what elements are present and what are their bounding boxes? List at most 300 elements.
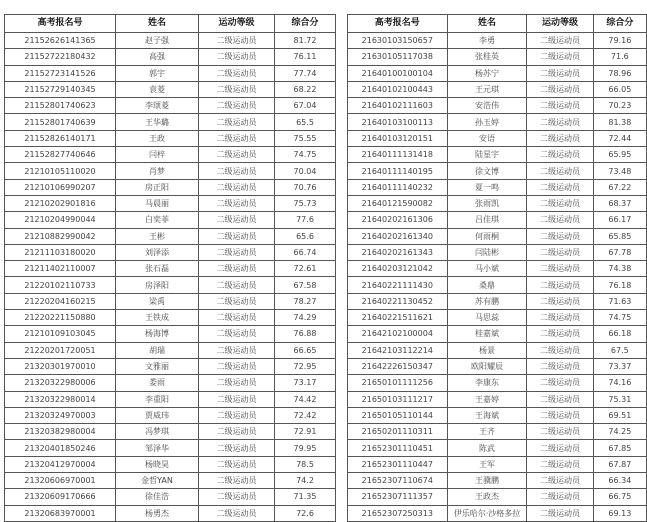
sport-level-cell: 二级运动员 xyxy=(527,375,593,391)
sport-level-cell: 二级运动员 xyxy=(199,489,275,505)
exam-id-cell: 21640111140232 xyxy=(348,179,448,195)
sport-level-cell: 二级运动员 xyxy=(199,473,275,489)
exam-id-cell: 21210109103045 xyxy=(5,326,116,342)
table-row xyxy=(348,342,647,358)
score-cell: 71.6 xyxy=(593,49,646,65)
score-cell: 77.6 xyxy=(275,212,336,228)
score-cell: 68.37 xyxy=(593,195,646,211)
table-row xyxy=(5,49,336,65)
exam-id-cell: 21320609170666 xyxy=(5,489,116,505)
exam-id-cell: 21640221111430 xyxy=(348,277,448,293)
name-cell: 苏有鹏 xyxy=(447,293,527,309)
table-row xyxy=(348,391,647,407)
name-cell: 何雨桐 xyxy=(447,228,527,244)
table-row xyxy=(5,179,336,195)
table-row xyxy=(348,473,647,489)
score-cell: 68.22 xyxy=(275,81,336,97)
score-cell: 69.51 xyxy=(593,407,646,423)
table-row xyxy=(5,473,336,489)
score-cell: 72.61 xyxy=(275,261,336,277)
table-row xyxy=(5,342,336,358)
score-cell: 77.74 xyxy=(275,65,336,81)
score-cell: 72.44 xyxy=(593,130,646,146)
score-cell: 70.76 xyxy=(275,179,336,195)
name-cell: 文雅丽 xyxy=(116,358,199,374)
table-row xyxy=(5,114,336,130)
sport-level-cell: 二级运动员 xyxy=(199,424,275,440)
name-cell: 徐佳浩 xyxy=(116,489,199,505)
table-row xyxy=(5,244,336,260)
table-row xyxy=(5,228,336,244)
sport-level-cell: 二级运动员 xyxy=(199,163,275,179)
exam-id-cell: 21640102100443 xyxy=(348,81,448,97)
header-score: 综合分 xyxy=(275,15,336,33)
sport-level-cell: 二级运动员 xyxy=(199,81,275,97)
name-cell: 王彬 xyxy=(116,228,199,244)
score-cell: 78.5 xyxy=(275,456,336,472)
sport-level-cell: 二级运动员 xyxy=(199,440,275,456)
table-row xyxy=(5,456,336,472)
name-cell: 娄雨 xyxy=(116,375,199,391)
name-cell: 杨景 xyxy=(447,342,527,358)
sport-level-cell: 二级运动员 xyxy=(527,163,593,179)
sport-level-cell: 二级运动员 xyxy=(199,261,275,277)
score-cell: 72.91 xyxy=(275,424,336,440)
sport-level-cell: 二级运动员 xyxy=(527,212,593,228)
table-row xyxy=(348,179,647,195)
name-cell: 袁菱 xyxy=(116,81,199,97)
exam-id-cell: 21640221511621 xyxy=(348,310,448,326)
score-cell: 67.87 xyxy=(593,456,646,472)
score-cell: 76.88 xyxy=(275,326,336,342)
sport-level-cell: 二级运动员 xyxy=(527,179,593,195)
header-sport-level: 运动等级 xyxy=(527,15,593,33)
table-row xyxy=(5,130,336,146)
table-row xyxy=(5,440,336,456)
score-cell: 67.58 xyxy=(275,277,336,293)
table-row xyxy=(348,326,647,342)
name-cell: 杨苏宁 xyxy=(447,65,527,81)
score-cell: 66.75 xyxy=(593,489,646,505)
table-row xyxy=(348,114,647,130)
results-table-left xyxy=(4,14,336,522)
table-row xyxy=(5,489,336,505)
exam-id-cell: 21152626141365 xyxy=(5,33,116,49)
name-cell: 杨晓昊 xyxy=(116,456,199,472)
sport-level-cell: 二级运动员 xyxy=(199,505,275,521)
table-row xyxy=(5,277,336,293)
name-cell: 白奕菲 xyxy=(116,212,199,228)
table-row xyxy=(5,505,336,521)
score-cell: 67.5 xyxy=(593,342,646,358)
score-cell: 67.22 xyxy=(593,179,646,195)
name-cell: 李重阳 xyxy=(116,391,199,407)
sport-level-cell: 二级运动员 xyxy=(527,424,593,440)
score-cell: 66.34 xyxy=(593,473,646,489)
table-row xyxy=(348,293,647,309)
exam-id-cell: 21152826140171 xyxy=(5,130,116,146)
score-cell: 66.17 xyxy=(593,212,646,228)
name-cell: 欧阳耀辰 xyxy=(447,358,527,374)
table-row xyxy=(348,98,647,114)
score-cell: 66.05 xyxy=(593,81,646,97)
sport-level-cell: 二级运动员 xyxy=(199,407,275,423)
exam-id-cell: 21210202901816 xyxy=(5,195,116,211)
name-cell: 安语 xyxy=(447,130,527,146)
sport-level-cell: 二级运动员 xyxy=(527,310,593,326)
name-cell: 徐文博 xyxy=(447,163,527,179)
sport-level-cell: 二级运动员 xyxy=(199,293,275,309)
exam-id-cell: 21650101111256 xyxy=(348,375,448,391)
table-row xyxy=(5,326,336,342)
sport-level-cell: 二级运动员 xyxy=(199,391,275,407)
table-row xyxy=(348,440,647,456)
name-cell: 金哲YAN xyxy=(116,473,199,489)
exam-id-cell: 21320382980004 xyxy=(5,424,116,440)
sport-level-cell: 二级运动员 xyxy=(527,277,593,293)
name-cell: 李康东 xyxy=(447,375,527,391)
exam-id-cell: 21640103100113 xyxy=(348,114,448,130)
table-row xyxy=(348,261,647,277)
score-cell: 73.37 xyxy=(593,358,646,374)
score-cell: 71.35 xyxy=(275,489,336,505)
name-cell: 王军 xyxy=(447,456,527,472)
sport-level-cell: 二级运动员 xyxy=(199,456,275,472)
name-cell: 王骥鹏 xyxy=(447,473,527,489)
sport-level-cell: 二级运动员 xyxy=(527,65,593,81)
score-cell: 72.42 xyxy=(275,407,336,423)
score-cell: 79.95 xyxy=(275,440,336,456)
table-row xyxy=(348,130,647,146)
header-name: 姓名 xyxy=(447,15,527,33)
exam-id-cell: 21320322980006 xyxy=(5,375,116,391)
exam-id-cell: 21640111131418 xyxy=(348,147,448,163)
sport-level-cell: 二级运动员 xyxy=(199,358,275,374)
exam-id-cell: 21652307250313 xyxy=(348,505,448,521)
score-cell: 74.16 xyxy=(593,375,646,391)
name-cell: 张桂英 xyxy=(447,49,527,65)
sport-level-cell: 二级运动员 xyxy=(199,228,275,244)
name-cell: 桂嘉斌 xyxy=(447,326,527,342)
score-cell: 74.29 xyxy=(275,310,336,326)
table-row xyxy=(348,505,647,521)
table-row xyxy=(5,33,336,49)
score-cell: 75.73 xyxy=(275,195,336,211)
table-row xyxy=(348,358,647,374)
table-row xyxy=(348,424,647,440)
exam-id-cell: 21640202161343 xyxy=(348,244,448,260)
sport-level-cell: 二级运动员 xyxy=(527,358,593,374)
exam-id-cell: 21320324970003 xyxy=(5,407,116,423)
exam-id-cell: 21640202161306 xyxy=(348,212,448,228)
name-cell: 吕佳琪 xyxy=(447,212,527,228)
sport-level-cell: 二级运动员 xyxy=(527,505,593,521)
table-row xyxy=(5,391,336,407)
table-row xyxy=(5,212,336,228)
table-row xyxy=(348,228,647,244)
name-cell: 李颂菱 xyxy=(116,98,199,114)
exam-id-cell: 21320401850246 xyxy=(5,440,116,456)
name-cell: 闫陆彬 xyxy=(447,244,527,260)
exam-id-cell: 21650103111217 xyxy=(348,391,448,407)
exam-id-cell: 21211402110007 xyxy=(5,261,116,277)
score-cell: 75.31 xyxy=(593,391,646,407)
table-row xyxy=(5,98,336,114)
sport-level-cell: 二级运动员 xyxy=(199,244,275,260)
sport-level-cell: 二级运动员 xyxy=(527,342,593,358)
name-cell: 赵子强 xyxy=(116,33,199,49)
results-table-right xyxy=(347,14,647,522)
name-cell: 马小斌 xyxy=(447,261,527,277)
name-cell: 贾威玮 xyxy=(116,407,199,423)
name-cell: 肖梦 xyxy=(116,163,199,179)
sport-level-cell: 二级运动员 xyxy=(199,65,275,81)
score-cell: 66.74 xyxy=(275,244,336,260)
table-row xyxy=(5,147,336,163)
score-cell: 75.55 xyxy=(275,130,336,146)
name-cell: 王政 xyxy=(116,130,199,146)
score-cell: 66.18 xyxy=(593,326,646,342)
exam-id-cell: 21652301110451 xyxy=(348,440,448,456)
sport-level-cell: 二级运动员 xyxy=(527,49,593,65)
exam-id-cell: 21320322980014 xyxy=(5,391,116,407)
table-row xyxy=(5,195,336,211)
table-row xyxy=(5,81,336,97)
score-cell: 79.16 xyxy=(593,33,646,49)
table-row xyxy=(348,147,647,163)
sport-level-cell: 二级运动员 xyxy=(199,179,275,195)
name-cell: 夏一鸣 xyxy=(447,179,527,195)
score-cell: 72.95 xyxy=(275,358,336,374)
name-cell: 高强 xyxy=(116,49,199,65)
name-cell: 王政杰 xyxy=(447,489,527,505)
name-cell: 张雨凯 xyxy=(447,195,527,211)
name-cell: 王嘉婷 xyxy=(447,391,527,407)
score-cell: 71.63 xyxy=(593,293,646,309)
exam-id-cell: 21320606970001 xyxy=(5,473,116,489)
header-name: 姓名 xyxy=(116,15,199,33)
name-cell: 王齐 xyxy=(447,424,527,440)
table-row xyxy=(348,163,647,179)
score-cell: 81.38 xyxy=(593,114,646,130)
score-cell: 74.75 xyxy=(275,147,336,163)
name-cell: 王元琪 xyxy=(447,81,527,97)
score-cell: 70.23 xyxy=(593,98,646,114)
sport-level-cell: 二级运动员 xyxy=(527,244,593,260)
sport-level-cell: 二级运动员 xyxy=(527,261,593,277)
table-row xyxy=(348,195,647,211)
table-row xyxy=(348,81,647,97)
name-cell: 马晨丽 xyxy=(116,195,199,211)
score-cell: 66.65 xyxy=(275,342,336,358)
table-row xyxy=(348,244,647,260)
name-cell: 李勇 xyxy=(447,33,527,49)
table-row xyxy=(348,456,647,472)
exam-id-cell: 21642226150347 xyxy=(348,358,448,374)
score-cell: 78.27 xyxy=(275,293,336,309)
name-cell: 刘泽添 xyxy=(116,244,199,260)
exam-id-cell: 21640221130452 xyxy=(348,293,448,309)
score-cell: 76.11 xyxy=(275,49,336,65)
exam-id-cell: 21211103180020 xyxy=(5,244,116,260)
name-cell: 胡瑞 xyxy=(116,342,199,358)
exam-id-cell: 21320412970004 xyxy=(5,456,116,472)
score-cell: 65.6 xyxy=(275,228,336,244)
sport-level-cell: 二级运动员 xyxy=(199,114,275,130)
name-cell: 闫梓 xyxy=(116,147,199,163)
score-cell: 65.85 xyxy=(593,228,646,244)
header-score: 综合分 xyxy=(593,15,646,33)
exam-id-cell: 21210106990207 xyxy=(5,179,116,195)
exam-id-cell: 21640100100104 xyxy=(348,65,448,81)
table-row xyxy=(5,358,336,374)
header-sport-level: 运动等级 xyxy=(199,15,275,33)
sport-level-cell: 二级运动员 xyxy=(199,49,275,65)
sport-level-cell: 二级运动员 xyxy=(199,375,275,391)
name-cell: 邹泽华 xyxy=(116,440,199,456)
name-cell: 郭宇 xyxy=(116,65,199,81)
exam-id-cell: 21630105117038 xyxy=(348,49,448,65)
name-cell: 房正阳 xyxy=(116,179,199,195)
score-cell: 74.25 xyxy=(593,424,646,440)
sport-level-cell: 二级运动员 xyxy=(199,33,275,49)
exam-id-cell: 21640111140195 xyxy=(348,163,448,179)
sport-level-cell: 二级运动员 xyxy=(527,98,593,114)
exam-id-cell: 21152801740639 xyxy=(5,114,116,130)
exam-id-cell: 21650201110311 xyxy=(348,424,448,440)
exam-id-cell: 21320683970001 xyxy=(5,505,116,521)
exam-id-cell: 21210105110020 xyxy=(5,163,116,179)
header-exam-id: 高考报名号 xyxy=(348,15,448,33)
sport-level-cell: 二级运动员 xyxy=(199,147,275,163)
sport-level-cell: 二级运动员 xyxy=(527,326,593,342)
sport-level-cell: 二级运动员 xyxy=(527,391,593,407)
name-cell: 王海斌 xyxy=(447,407,527,423)
sport-level-cell: 二级运动员 xyxy=(199,212,275,228)
exam-id-cell: 21152827740646 xyxy=(5,147,116,163)
name-cell: 马思蕊 xyxy=(447,310,527,326)
score-cell: 65.95 xyxy=(593,147,646,163)
sport-level-cell: 二级运动员 xyxy=(527,473,593,489)
name-cell: 房泽阳 xyxy=(116,277,199,293)
exam-id-cell: 21220102110733 xyxy=(5,277,116,293)
score-cell: 81.72 xyxy=(275,33,336,49)
sport-level-cell: 二级运动员 xyxy=(199,98,275,114)
sport-level-cell: 二级运动员 xyxy=(199,342,275,358)
table-row xyxy=(5,424,336,440)
sport-level-cell: 二级运动员 xyxy=(527,407,593,423)
score-cell: 73.17 xyxy=(275,375,336,391)
table-row xyxy=(348,33,647,49)
exam-id-cell: 21220201720051 xyxy=(5,342,116,358)
exam-id-cell: 21630103150657 xyxy=(348,33,448,49)
name-cell: 冯梦琪 xyxy=(116,424,199,440)
exam-id-cell: 21220221150880 xyxy=(5,310,116,326)
score-cell: 73.48 xyxy=(593,163,646,179)
exam-id-cell: 21640102111603 xyxy=(348,98,448,114)
score-cell: 74.42 xyxy=(275,391,336,407)
exam-id-cell: 21210882990042 xyxy=(5,228,116,244)
exam-id-cell: 21152723141526 xyxy=(5,65,116,81)
sport-level-cell: 二级运动员 xyxy=(527,33,593,49)
table-row xyxy=(5,407,336,423)
sport-level-cell: 二级运动员 xyxy=(199,310,275,326)
sport-level-cell: 二级运动员 xyxy=(527,81,593,97)
table-row xyxy=(348,407,647,423)
exam-id-cell: 21652307110674 xyxy=(348,473,448,489)
sport-level-cell: 二级运动员 xyxy=(199,130,275,146)
exam-id-cell: 21642102100004 xyxy=(348,326,448,342)
score-cell: 78.96 xyxy=(593,65,646,81)
score-cell: 76.18 xyxy=(593,277,646,293)
table-row xyxy=(348,489,647,505)
name-cell: 安浩伟 xyxy=(447,98,527,114)
exam-id-cell: 21642103112214 xyxy=(348,342,448,358)
table-row xyxy=(348,65,647,81)
score-cell: 74.75 xyxy=(593,310,646,326)
name-cell: 桑鼎 xyxy=(447,277,527,293)
table-row xyxy=(5,293,336,309)
exam-id-cell: 21320301970010 xyxy=(5,358,116,374)
table-row xyxy=(5,375,336,391)
sport-level-cell: 二级运动员 xyxy=(527,456,593,472)
table-row xyxy=(348,212,647,228)
table-header-row xyxy=(5,15,336,33)
sport-level-cell: 二级运动员 xyxy=(527,293,593,309)
exam-id-cell: 21220204160215 xyxy=(5,293,116,309)
name-cell: 陈武 xyxy=(447,440,527,456)
exam-id-cell: 21650105110144 xyxy=(348,407,448,423)
exam-id-cell: 21210204990044 xyxy=(5,212,116,228)
sport-level-cell: 二级运动员 xyxy=(527,228,593,244)
score-cell: 67.85 xyxy=(593,440,646,456)
exam-id-cell: 21640121590082 xyxy=(348,195,448,211)
score-cell: 69.13 xyxy=(593,505,646,521)
score-cell: 72.6 xyxy=(275,505,336,521)
name-cell: 杨勇杰 xyxy=(116,505,199,521)
exam-id-cell: 21152729140345 xyxy=(5,81,116,97)
table-row xyxy=(5,310,336,326)
name-cell: 王华璐 xyxy=(116,114,199,130)
score-cell: 67.04 xyxy=(275,98,336,114)
sport-level-cell: 二级运动员 xyxy=(527,114,593,130)
score-cell: 70.04 xyxy=(275,163,336,179)
score-cell: 74.38 xyxy=(593,261,646,277)
score-cell: 67.78 xyxy=(593,244,646,260)
sport-level-cell: 二级运动员 xyxy=(527,130,593,146)
sport-level-cell: 二级运动员 xyxy=(199,277,275,293)
table-row xyxy=(5,65,336,81)
table-header-row xyxy=(348,15,647,33)
exam-id-cell: 21652307111357 xyxy=(348,489,448,505)
name-cell: 王铁成 xyxy=(116,310,199,326)
table-row xyxy=(348,49,647,65)
sport-level-cell: 二级运动员 xyxy=(527,489,593,505)
sport-level-cell: 二级运动员 xyxy=(199,195,275,211)
exam-id-cell: 21152801740623 xyxy=(5,98,116,114)
name-cell: 伊乐哈尔·沙格多拉 xyxy=(447,505,527,521)
exam-id-cell: 21640203121042 xyxy=(348,261,448,277)
score-cell: 65.5 xyxy=(275,114,336,130)
name-cell: 张石磊 xyxy=(116,261,199,277)
exam-id-cell: 21640103120151 xyxy=(348,130,448,146)
name-cell: 杨海博 xyxy=(116,326,199,342)
sport-level-cell: 二级运动员 xyxy=(527,440,593,456)
exam-id-cell: 21640202161340 xyxy=(348,228,448,244)
name-cell: 孙玉婷 xyxy=(447,114,527,130)
name-cell: 陆星宇 xyxy=(447,147,527,163)
name-cell: 梁禹 xyxy=(116,293,199,309)
